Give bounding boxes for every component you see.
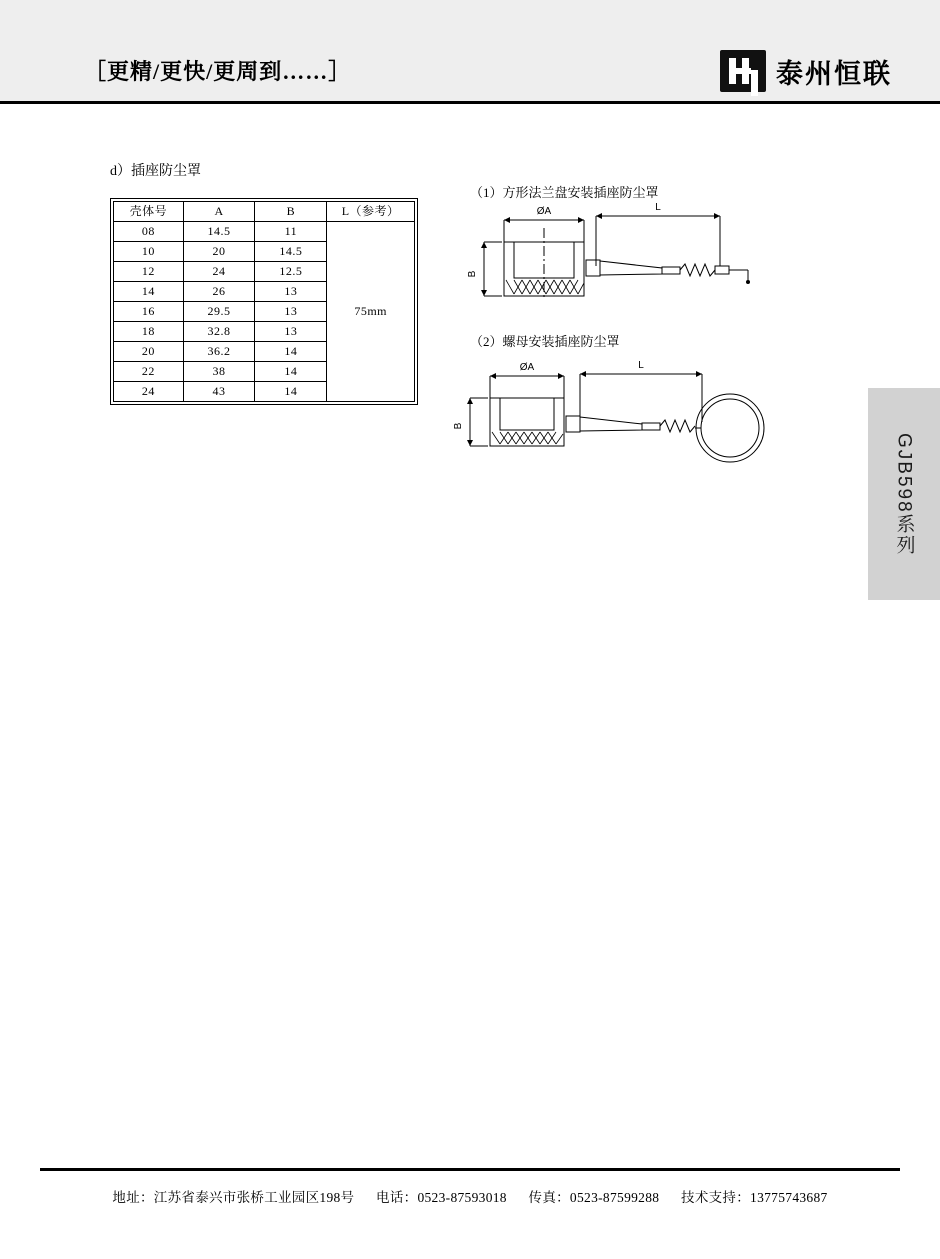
figure-1-label-l: L [655,202,661,213]
cell-b: 12.5 [255,262,327,282]
figure-2-label-b: B [453,422,464,430]
figure-1-drawing [466,198,796,318]
cell-shell: 22 [114,362,184,382]
figure-1-label-b: B [467,270,478,278]
cell-shell: 10 [114,242,184,262]
cell-a: 43 [183,382,255,402]
spec-table-container [110,198,418,405]
cell-b: 13 [255,302,327,322]
cell-shell: 24 [114,382,184,402]
series-side-tab-label: GJB598系列 [893,432,915,556]
footer-support: 技术支持：13775743687 [681,1190,828,1205]
cell-b: 13 [255,322,327,342]
col-header-l: L（参考） [327,202,415,222]
company-name: 泰州恒联 [776,58,892,89]
cell-b: 11 [255,222,327,242]
cell-b: 14 [255,382,327,402]
cell-l-value: 75mm [327,222,415,402]
table-header-row [114,202,415,222]
page-footer [0,1186,940,1206]
table-row [114,222,415,242]
page-header [0,0,940,104]
cell-shell: 18 [114,322,184,342]
cell-b: 14 [255,342,327,362]
cell-a: 26 [183,282,255,302]
cell-shell: 16 [114,302,184,322]
cell-b: 14.5 [255,242,327,262]
cell-a: 20 [183,242,255,262]
cell-b: 14 [255,362,327,382]
cell-shell: 12 [114,262,184,282]
figure-1-label-diameter: ØA [536,206,552,217]
cell-a: 24 [183,262,255,282]
lh-monogram-logo-icon [720,50,766,92]
company-logo [720,50,892,92]
cell-shell: 14 [114,282,184,302]
cell-a: 29.5 [183,302,255,322]
cell-shell: 08 [114,222,184,242]
col-header-shell: 壳体号 [114,202,184,222]
cell-a: 32.8 [183,322,255,342]
figure-1-caption: （1）方形法兰盘安装插座防尘罩 [470,185,659,200]
section-title: d）插座防尘罩 [110,164,201,179]
spec-table [113,201,415,402]
series-side-tab [868,388,940,600]
cell-a: 38 [183,362,255,382]
cell-a: 14.5 [183,222,255,242]
footer-phone: 电话：0523-87593018 [376,1190,507,1205]
cell-a: 36.2 [183,342,255,362]
figure-2-label-l: L [638,360,644,371]
cell-shell: 20 [114,342,184,362]
col-header-b: B [255,202,327,222]
footer-address: 地址：江苏省泰兴市张桥工业园区198号 [112,1190,355,1205]
figure-2-label-diameter: ØA [519,362,535,373]
header-slogan: ［更精/更快/更周到……］ [84,59,352,84]
footer-fax: 传真：0523-87599288 [528,1190,660,1205]
cell-b: 13 [255,282,327,302]
figure-2-drawing [430,350,830,490]
footer-divider [40,1168,900,1171]
figure-2-caption: （2）螺母安装插座防尘罩 [470,334,620,349]
col-header-a: A [183,202,255,222]
